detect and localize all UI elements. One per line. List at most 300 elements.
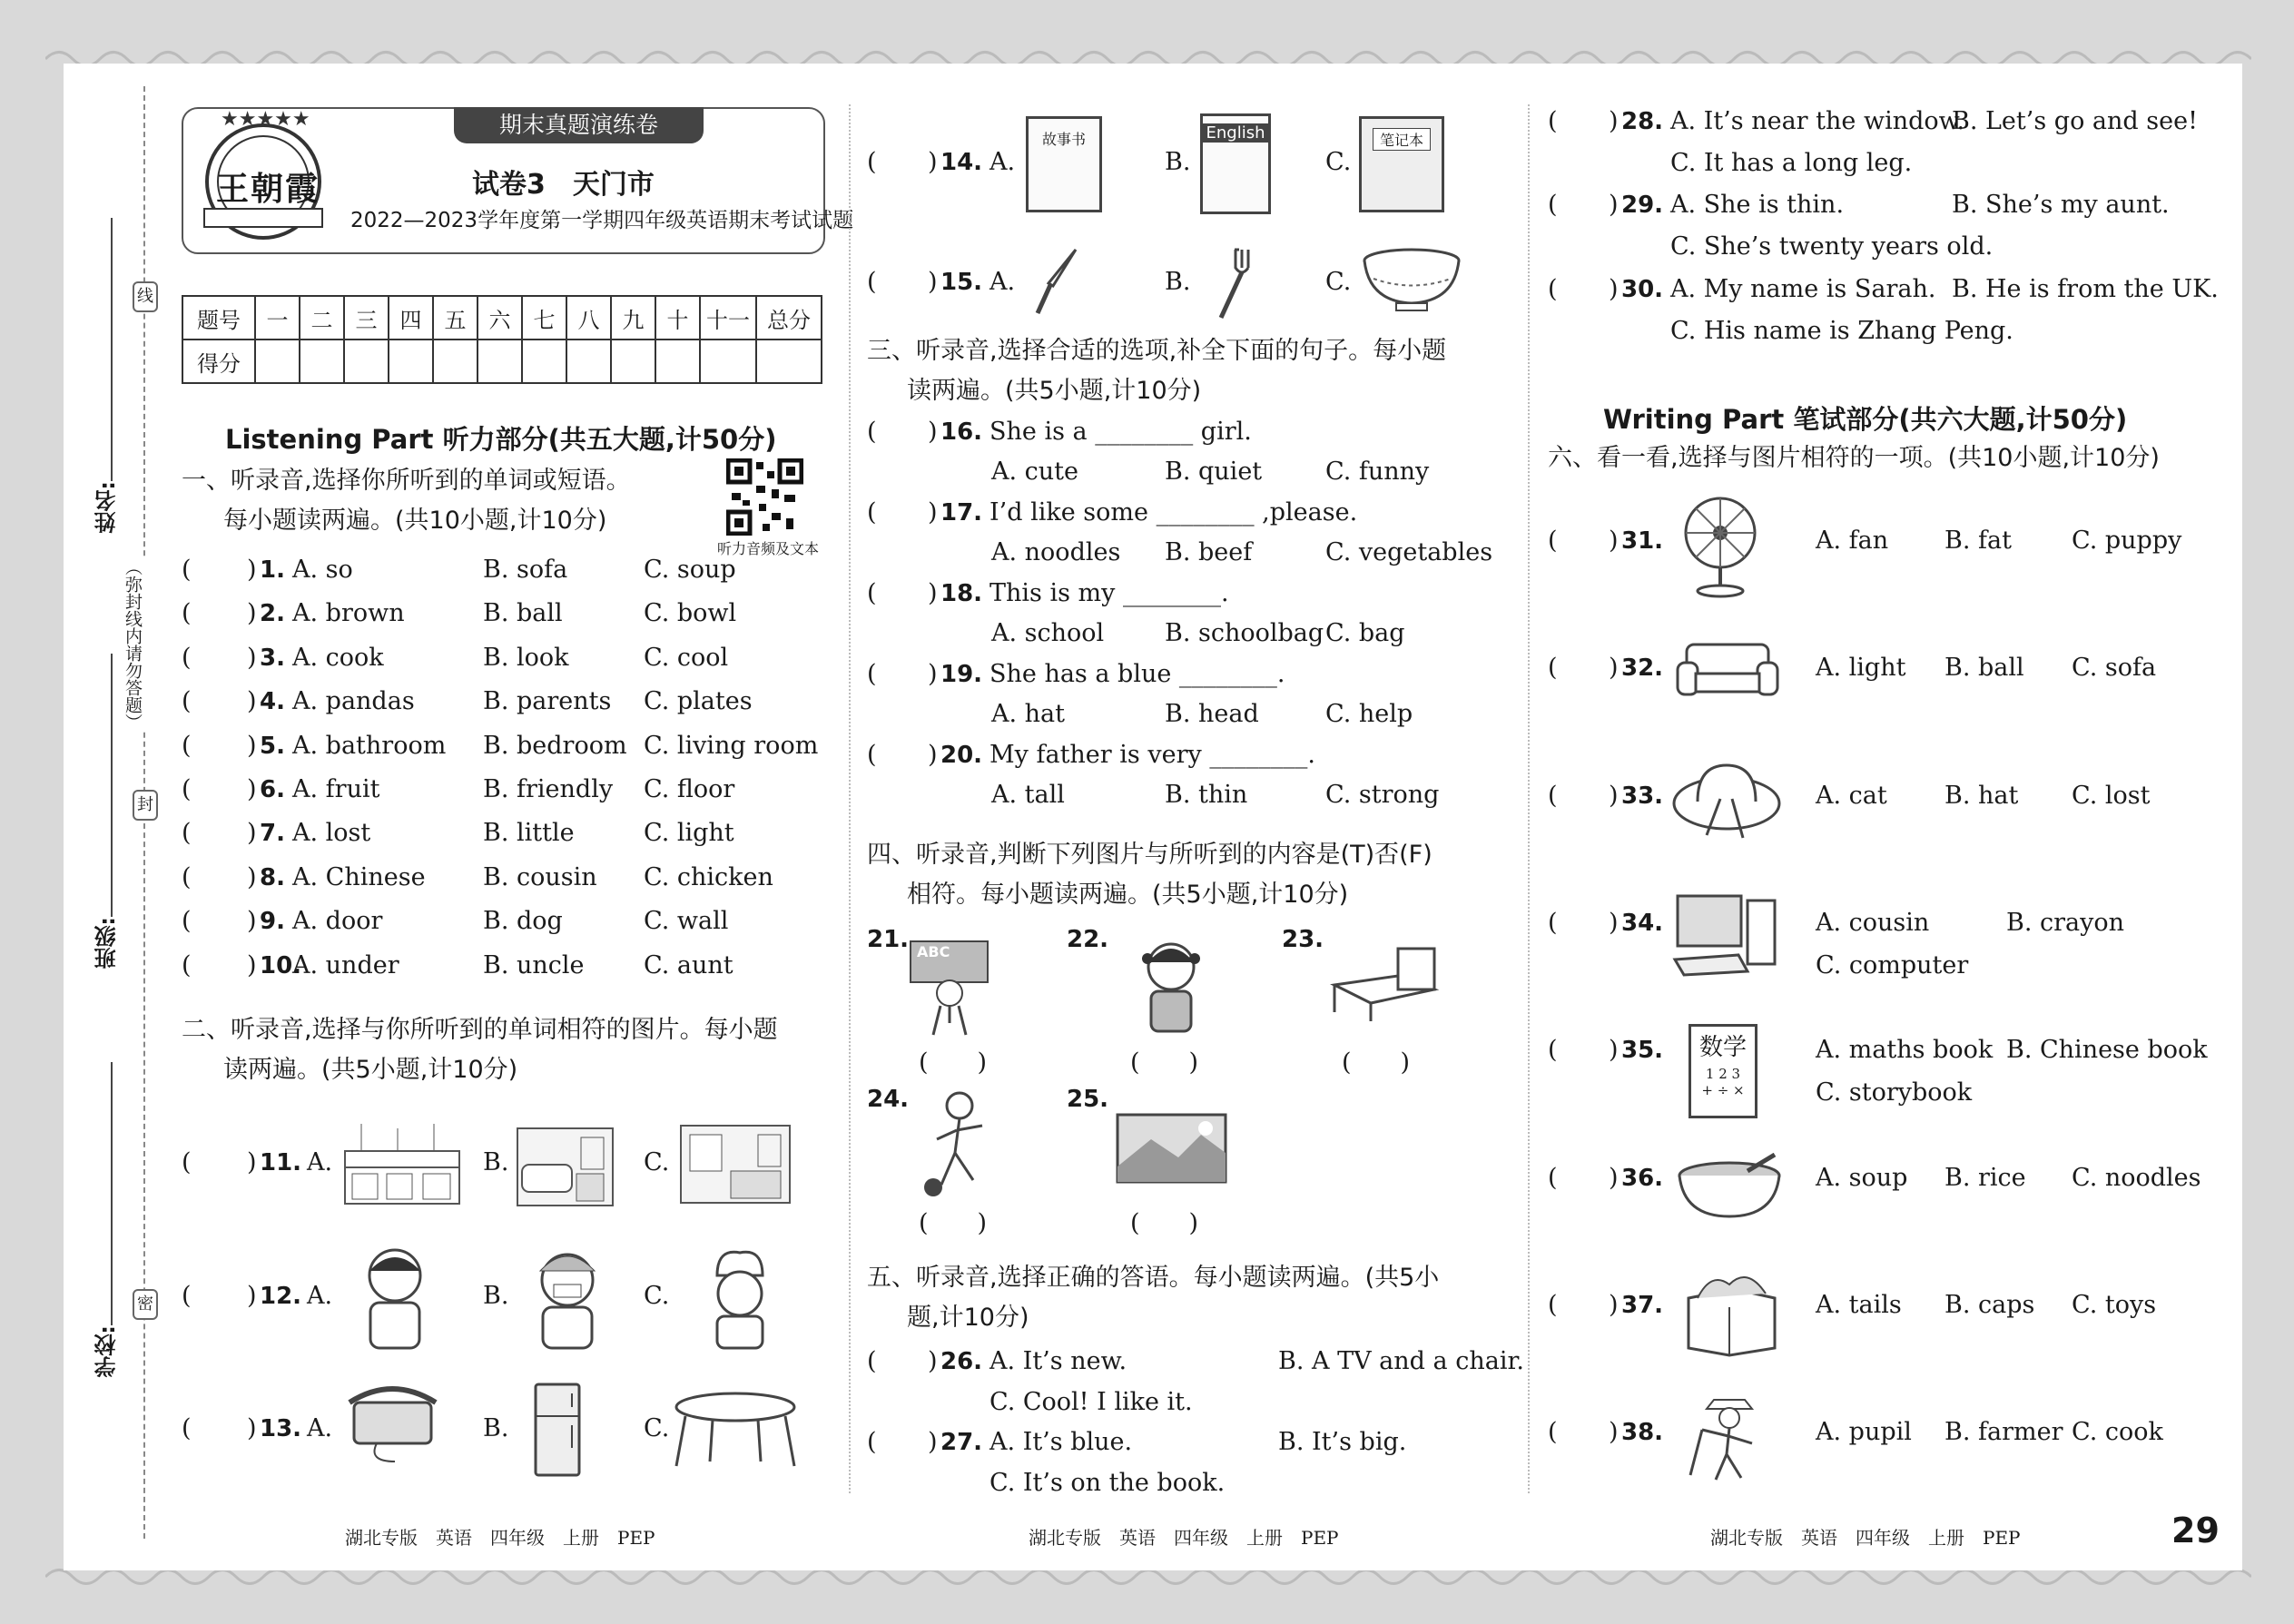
option-a[interactable]: A. [989, 148, 1016, 176]
option-c[interactable]: C. aunt [644, 950, 733, 979]
line-mark: 线 [133, 281, 158, 312]
score-cell: 十一 [700, 296, 756, 340]
answer-paren-close: ) [1609, 191, 1619, 219]
option-a[interactable]: A. maths book [1816, 1036, 1994, 1065]
option-c[interactable]: C. wall [644, 907, 729, 936]
option-b[interactable]: B. ball [483, 599, 563, 628]
option-a[interactable]: A. [989, 268, 1016, 296]
option-b[interactable]: B. ball [1944, 654, 2024, 683]
score-cell: 四 [389, 296, 433, 340]
no-answer-note: （弥封线内请勿答题） [121, 558, 145, 731]
answer-paren-open: ( [867, 741, 877, 769]
question-stem: My father is very ________. [989, 741, 1315, 769]
answer-paren-open: ( [182, 687, 192, 716]
answer-paren-close: ) [1609, 107, 1619, 135]
section-1-instruction [182, 461, 631, 541]
maths-book-label: 数学 [1698, 1034, 1747, 1061]
answer-paren-open: ( [867, 1428, 877, 1456]
score-cell: 六 [478, 296, 522, 340]
answer-paren-open: ( [182, 819, 192, 848]
answer-paren-open: ( [182, 643, 192, 672]
section-3-line1: 三、听录音,选择合适的选项,补全下面的句子。每小题 [867, 337, 1447, 365]
section-1-line1: 一、听录音,选择你所听到的单词或短语。 [182, 467, 631, 495]
option-c[interactable]: C. [1325, 268, 1352, 296]
option-b[interactable]: B. [1165, 148, 1191, 176]
option-a[interactable]: A. pupil [1816, 1418, 1912, 1447]
option-c[interactable]: C. floor [644, 775, 735, 803]
question-number: 34. [1621, 909, 1664, 937]
computer-picture [1670, 891, 1779, 978]
option-a[interactable]: A. brown [292, 599, 405, 628]
answer-paren-open: ( [1548, 1418, 1558, 1447]
option-b[interactable]: B. head [1165, 700, 1259, 728]
question-number: 14. [940, 149, 983, 176]
knife-picture [1030, 245, 1085, 318]
option-a[interactable]: A. cute [991, 458, 1079, 486]
section-5-instruction [867, 1258, 1439, 1338]
answer-paren-open: ( [1548, 1163, 1558, 1192]
question-number: 37. [1621, 1291, 1664, 1319]
answer-paren-open: ( [867, 498, 877, 527]
score-input[interactable] [255, 340, 300, 383]
option-a[interactable]: A. tall [991, 781, 1065, 809]
question-number: 15. [940, 269, 983, 296]
question-number: 26. [940, 1348, 983, 1375]
notebook-picture [1359, 116, 1444, 212]
page-number: 29 [2171, 1511, 2220, 1550]
option-c[interactable]: C. cook [2072, 1418, 2163, 1447]
answer-paren-open: ( [1548, 1036, 1558, 1065]
option-c[interactable]: C. vegetables [1325, 538, 1493, 566]
option-b[interactable]: B. uncle [483, 950, 585, 979]
tf-answer-21[interactable]: ( ) [919, 1048, 988, 1077]
english-book-picture [1200, 113, 1271, 214]
option-a[interactable]: A. cat [1816, 781, 1887, 810]
option-c[interactable]: C. [644, 1148, 670, 1176]
sofa-picture [1673, 635, 1782, 704]
option-b[interactable]: B. [1165, 268, 1191, 296]
question-number: 8. [260, 863, 285, 891]
question-number: 3. [260, 644, 285, 672]
answer-paren-close: ) [247, 556, 257, 584]
answer-paren-close: ) [1609, 1163, 1619, 1192]
question-number: 31. [1621, 527, 1664, 555]
footer-right: 湖北专版 英语 四年级 上册 PEP [1710, 1527, 2021, 1549]
score-cell: 一 [255, 296, 300, 340]
question-number: 9. [260, 908, 285, 936]
option-c[interactable]: C. cool [644, 643, 729, 672]
score-cell: 十 [655, 296, 700, 340]
answer-paren-open: ( [182, 775, 192, 803]
answer-paren-close: ) [928, 148, 938, 176]
tf-answer-23[interactable]: ( ) [1342, 1048, 1411, 1077]
answer-paren-close: ) [928, 268, 938, 296]
option-a[interactable]: A. Chinese [292, 862, 426, 891]
option-a[interactable]: A. pandas [292, 687, 415, 716]
question-number: 24. [867, 1086, 910, 1113]
seal-mark: 封 [133, 790, 158, 821]
score-cell: 二 [300, 296, 344, 340]
option-c[interactable]: C. It has a long leg. [1670, 149, 1913, 177]
score-label: 得分 [182, 340, 255, 383]
option-b[interactable]: B. farmer [1944, 1418, 2063, 1447]
fan-picture [1679, 495, 1761, 599]
answer-paren-close: ) [247, 775, 257, 803]
maths-digits: 1 2 3 [1705, 1066, 1741, 1082]
footer-middle: 湖北专版 英语 四年级 上册 PEP [1029, 1527, 1339, 1549]
soup-bowl-picture [1675, 1153, 1784, 1221]
question-stem: She has a blue ________. [989, 660, 1285, 688]
answer-paren-close: ) [928, 579, 938, 607]
question-number: 7. [260, 820, 285, 848]
section-4-line2: 相符。每小题读两遍。(共5小题,计10分) [907, 881, 1349, 909]
answer-paren-close: ) [1609, 908, 1619, 937]
option-a[interactable]: A. bathroom [292, 731, 447, 760]
tf-answer-22[interactable]: ( ) [1130, 1048, 1199, 1077]
option-a[interactable]: A. fan [1816, 527, 1889, 555]
answer-paren-open: ( [867, 1347, 877, 1375]
option-a[interactable]: A. noodles [991, 538, 1121, 566]
option-a[interactable]: A. soup [1816, 1163, 1908, 1192]
question-number: 2. [260, 600, 285, 628]
option-a[interactable]: A. under [292, 950, 399, 979]
cook-picture [699, 1244, 781, 1353]
answer-paren-open: ( [867, 268, 877, 296]
option-a[interactable]: A. fruit [292, 775, 380, 803]
storybook-label: 故事书 [1041, 131, 1086, 148]
notebook-label: 笔记本 [1373, 128, 1431, 151]
option-c[interactable]: C. help [1325, 700, 1413, 728]
phone-picture [340, 1384, 445, 1466]
option-a[interactable]: A. lost [292, 819, 371, 848]
option-a[interactable]: A. cook [292, 643, 384, 672]
section-2-line1: 二、听录音,选择与你所听到的单词相符的图片。每小题 [182, 1016, 778, 1044]
kitchen-picture [343, 1124, 461, 1206]
question-number: 13. [260, 1415, 302, 1442]
abc-label: ABC [917, 943, 950, 960]
option-b[interactable]: B. [483, 1414, 509, 1442]
answer-paren-close: ) [928, 1347, 938, 1375]
option-b[interactable]: B. look [483, 643, 569, 672]
exam-subtitle: 2022—2023学年度第一学期四年级英语期末考试试题 [350, 209, 854, 232]
answer-paren-close: ) [1609, 1418, 1619, 1447]
fork-picture [1212, 245, 1257, 322]
option-a[interactable]: A. [307, 1148, 333, 1176]
answer-paren-close: ) [1609, 1036, 1619, 1065]
answer-paren-open: ( [1548, 527, 1558, 555]
question-number: 28. [1621, 108, 1664, 135]
answer-paren-close: ) [1609, 654, 1619, 683]
option-b[interactable]: B. cousin [483, 862, 597, 891]
dense-mark: 密 [133, 1289, 158, 1320]
exam-title: 试卷3 天门市 [472, 169, 655, 201]
question-number: 5. [260, 732, 285, 760]
option-a[interactable]: A. [307, 1282, 333, 1310]
answer-paren-close: ) [247, 1148, 257, 1176]
class-label: 班级: [94, 917, 120, 969]
answer-paren-close: ) [247, 687, 257, 716]
answer-paren-open: ( [182, 1414, 192, 1442]
option-c[interactable]: C. [644, 1414, 670, 1442]
option-a[interactable]: A. It’s blue. [989, 1428, 1133, 1456]
answer-paren-close: ) [247, 643, 257, 672]
option-a[interactable]: A. door [292, 907, 383, 936]
answer-paren-close: ) [247, 1414, 257, 1442]
option-c[interactable]: C. strong [1325, 781, 1440, 809]
score-cell: 九 [611, 296, 655, 340]
question-number: 33. [1621, 782, 1664, 810]
option-b[interactable]: B. dog [483, 907, 563, 936]
option-b[interactable]: B. little [483, 819, 575, 848]
score-input[interactable] [700, 340, 756, 383]
option-c[interactable]: C. light [644, 819, 734, 848]
option-a[interactable]: A. hat [991, 700, 1065, 728]
option-b[interactable]: B. friendly [483, 775, 614, 803]
answer-paren-close: ) [1609, 1290, 1619, 1319]
option-b[interactable]: B. beef [1165, 538, 1253, 566]
english-book-label: English [1203, 123, 1268, 143]
answer-paren-open: ( [867, 579, 877, 607]
score-input[interactable] [655, 340, 700, 383]
study-room-picture [676, 1121, 794, 1207]
score-input[interactable] [300, 340, 344, 383]
logo-text: 王朝霞 [216, 170, 320, 208]
option-a[interactable]: A. light [1816, 654, 1906, 683]
option-c[interactable]: C. storybook [1816, 1078, 1973, 1107]
option-c[interactable]: C. bag [1325, 619, 1405, 647]
option-b[interactable]: B. fat [1944, 527, 2012, 555]
question-number: 20. [940, 742, 983, 769]
question-number: 17. [940, 499, 983, 527]
bowl-picture [1360, 247, 1464, 315]
question-stem: She is a ________ girl. [989, 418, 1252, 446]
question-number: 32. [1621, 655, 1664, 683]
question-number: 25. [1067, 1086, 1109, 1113]
score-table-row [182, 340, 822, 383]
section-2-line2: 读两遍。(共5小题,计10分) [223, 1056, 518, 1084]
option-a[interactable]: A. so [292, 556, 353, 584]
bed-picture [1325, 940, 1443, 1026]
answer-paren-open: ( [867, 660, 877, 688]
answer-paren-close: ) [928, 418, 938, 446]
option-a[interactable]: A. She is thin. [1670, 191, 1845, 219]
score-input[interactable] [611, 340, 655, 383]
question-number: 36. [1621, 1164, 1664, 1192]
option-c[interactable]: C. puppy [2072, 527, 2182, 555]
answer-paren-close: ) [928, 498, 938, 527]
question-number: 27. [940, 1429, 983, 1456]
option-c[interactable]: C. computer [1816, 950, 1969, 979]
answer-paren-open: ( [182, 731, 192, 760]
answer-paren-close: ) [247, 1282, 257, 1310]
tf-answer-25[interactable]: ( ) [1130, 1209, 1199, 1237]
option-b[interactable]: B. caps [1944, 1290, 2035, 1319]
girl-picture [1135, 935, 1207, 1035]
svg-text:★★★★★: ★★★★★ [221, 111, 310, 131]
score-input[interactable] [756, 340, 822, 383]
writing-part-heading: Writing Part 笔试部分(共六大题,计50分) [1603, 404, 2128, 435]
option-b[interactable]: B. crayon [2006, 908, 2125, 937]
option-c[interactable]: C. She’s twenty years old. [1670, 232, 1994, 261]
section-2-instruction [182, 1010, 778, 1090]
answer-paren-open: ( [1548, 275, 1558, 303]
option-c[interactable]: C. living room [644, 731, 819, 760]
score-input[interactable] [344, 340, 389, 383]
option-b[interactable]: B. bedroom [483, 731, 627, 760]
score-input[interactable] [522, 340, 566, 383]
option-c[interactable]: C. [1325, 148, 1352, 176]
banner: 期末真题演练卷 [454, 107, 704, 143]
option-a[interactable]: A. It’s near the window. [1670, 107, 1965, 135]
option-a[interactable]: A. It’s new. [989, 1347, 1127, 1375]
answer-paren-open: ( [182, 1148, 192, 1176]
question-number: 1. [260, 556, 285, 584]
question-number: 11. [260, 1149, 302, 1176]
fridge-picture [531, 1380, 586, 1480]
option-b[interactable]: B. A TV and a chair. [1278, 1347, 1524, 1375]
option-b[interactable]: B. hat [1944, 781, 2019, 810]
maths-book-picture [1689, 1024, 1757, 1118]
option-c[interactable]: C. [644, 1282, 670, 1310]
footer-left: 湖北专版 英语 四年级 上册 PEP [345, 1527, 655, 1549]
option-b[interactable]: B. schoolbag [1165, 619, 1324, 647]
answer-paren-close: ) [1609, 781, 1619, 810]
score-input[interactable] [566, 340, 611, 383]
option-c[interactable]: C. soup [644, 556, 736, 584]
answer-paren-close: ) [247, 950, 257, 979]
column-divider [1528, 104, 1530, 1493]
question-number: 6. [260, 776, 285, 803]
score-cell: 三 [344, 296, 389, 340]
column-divider [849, 104, 851, 1493]
answer-paren-close: ) [928, 660, 938, 688]
name-label: 姓名: [94, 481, 120, 534]
option-c[interactable]: C. lost [2072, 781, 2151, 810]
option-b[interactable]: B. rice [1944, 1163, 2026, 1192]
option-b[interactable]: B. sofa [483, 556, 568, 584]
name-field[interactable] [111, 218, 113, 481]
question-number: 18. [940, 580, 983, 607]
section-5-line2: 题,计10分) [907, 1304, 1029, 1332]
score-cell: 七 [522, 296, 566, 340]
score-cell: 八 [566, 296, 611, 340]
answer-paren-close: ) [247, 907, 257, 936]
bathroom-picture [513, 1124, 617, 1210]
answer-paren-close: ) [928, 1428, 938, 1456]
option-a[interactable]: A. cousin [1816, 908, 1930, 937]
option-b[interactable]: B. [483, 1282, 509, 1310]
answer-paren-open: ( [867, 148, 877, 176]
hat-picture [1670, 758, 1784, 844]
question-number: 4. [260, 688, 285, 716]
option-a[interactable]: A. school [991, 619, 1105, 647]
answer-paren-open: ( [1548, 781, 1558, 810]
answer-paren-open: ( [182, 907, 192, 936]
score-table-header [182, 296, 822, 340]
option-c[interactable]: C. sofa [2072, 654, 2157, 683]
answer-paren-close: ) [1609, 527, 1619, 555]
answer-paren-open: ( [867, 418, 877, 446]
question-number: 19. [940, 661, 983, 688]
option-b[interactable]: B. parents [483, 687, 612, 716]
table-picture [672, 1389, 799, 1471]
storybook-picture [1026, 116, 1102, 212]
option-b[interactable]: B. He is from the UK. [1952, 275, 2219, 303]
answer-paren-close: ) [1609, 275, 1619, 303]
question-number: 21. [867, 926, 910, 953]
toy-box-picture [1679, 1266, 1784, 1357]
option-b[interactable]: B. Chinese book [2006, 1036, 2208, 1065]
answer-paren-open: ( [1548, 191, 1558, 219]
section-3-instruction [867, 331, 1446, 411]
answer-paren-open: ( [182, 862, 192, 891]
option-b[interactable]: B. Let’s go and see! [1952, 107, 2198, 135]
tf-answer-24[interactable]: ( ) [919, 1209, 988, 1237]
doctor-picture [354, 1244, 436, 1353]
question-number: 35. [1621, 1037, 1664, 1065]
answer-paren-close: ) [247, 731, 257, 760]
question-number: 30. [1621, 276, 1664, 303]
answer-paren-open: ( [1548, 654, 1558, 683]
score-input[interactable] [433, 340, 478, 383]
option-c[interactable]: C. bowl [644, 599, 737, 628]
score-cell: 五 [433, 296, 478, 340]
school-field[interactable] [111, 1062, 113, 1325]
section-3-line2: 读两遍。(共5小题,计10分) [907, 377, 1202, 405]
answer-paren-open: ( [182, 950, 192, 979]
option-b[interactable]: B. She’s my aunt. [1952, 191, 2170, 219]
option-b[interactable]: B. thin [1165, 781, 1248, 809]
answer-paren-open: ( [182, 599, 192, 628]
option-c[interactable]: C. His name is Zhang Peng. [1670, 317, 2013, 345]
question-number: 16. [940, 418, 983, 446]
farmer-picture [1679, 1389, 1779, 1484]
score-table [182, 295, 822, 384]
option-c[interactable]: C. funny [1325, 458, 1430, 486]
class-field[interactable] [111, 654, 113, 917]
answer-paren-open: ( [1548, 107, 1558, 135]
section-6-instruction: 六、看一看,选择与图片相符的一项。(共10小题,计10分) [1548, 444, 2160, 472]
section-4-instruction [867, 835, 1433, 915]
answer-paren-close: ) [928, 741, 938, 769]
question-number: 22. [1067, 926, 1109, 953]
answer-paren-close: ) [247, 862, 257, 891]
option-c[interactable]: C. Cool! I like it. [989, 1388, 1193, 1416]
option-b[interactable]: B. quiet [1165, 458, 1263, 486]
answer-paren-open: ( [1548, 1290, 1558, 1319]
maths-ops: + ÷ × [1701, 1082, 1745, 1098]
score-input[interactable] [478, 340, 522, 383]
option-c[interactable]: C. toys [2072, 1290, 2157, 1319]
option-b[interactable]: B. [483, 1148, 509, 1176]
option-a[interactable]: A. [307, 1414, 333, 1442]
option-c[interactable]: C. noodles [2072, 1163, 2201, 1192]
section-5-line1: 五、听录音,选择正确的答语。每小题读两遍。(共5小 [867, 1264, 1440, 1292]
question-stem: This is my ________. [989, 579, 1229, 607]
option-a[interactable]: A. My name is Sarah. [1670, 275, 1936, 303]
score-input[interactable] [389, 340, 433, 383]
listening-part-heading: Listening Part 听力部分(共五大题,计50分) [225, 424, 777, 455]
option-c[interactable]: C. It’s on the book. [989, 1469, 1226, 1497]
option-b[interactable]: B. It’s big. [1278, 1428, 1407, 1456]
answer-paren-close: ) [247, 819, 257, 848]
option-c[interactable]: C. plates [644, 687, 753, 716]
answer-paren-open: ( [1548, 908, 1558, 937]
option-a[interactable]: A. tails [1816, 1290, 1902, 1319]
option-c[interactable]: C. chicken [644, 862, 773, 891]
score-cell: 题号 [182, 296, 255, 340]
nurse-picture [527, 1244, 608, 1353]
